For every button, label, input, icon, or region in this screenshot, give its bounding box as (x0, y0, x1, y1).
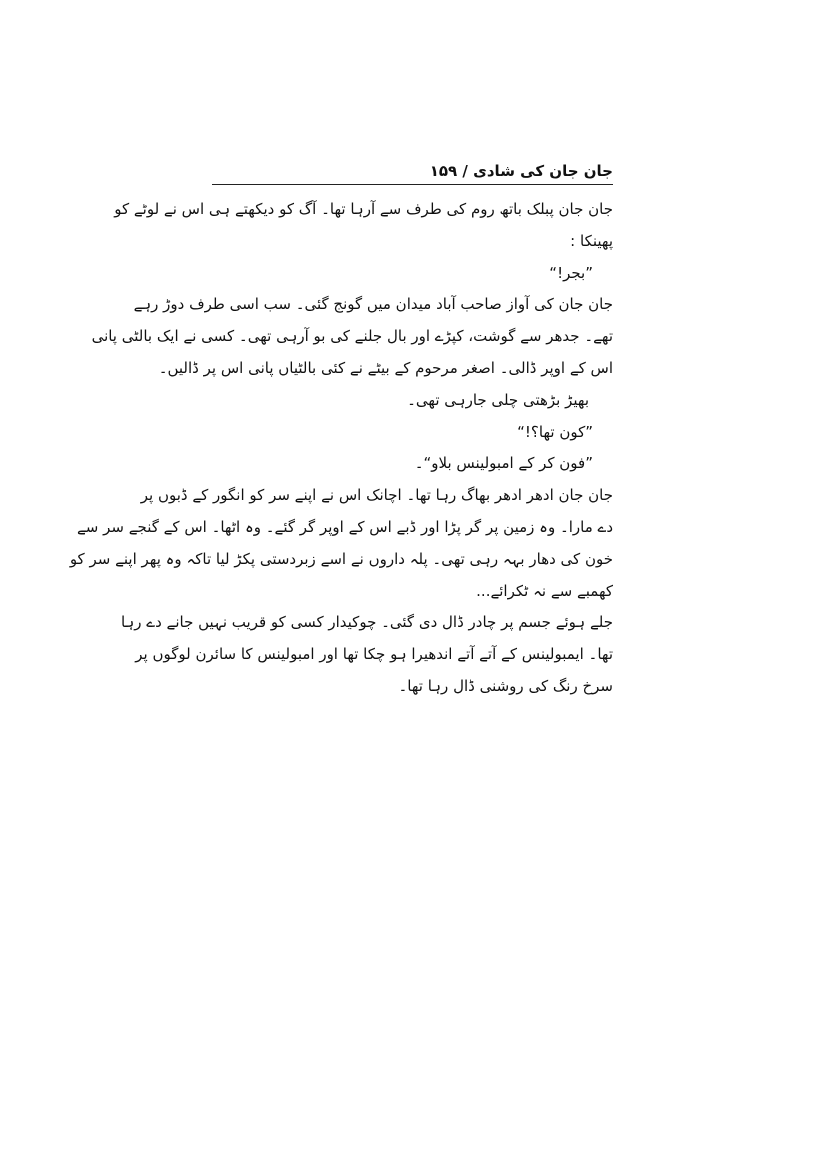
text-line: ”فون کر کے امبولینس بلاو“۔ (414, 454, 593, 473)
running-title: جان جان کی شادی / ۱۵۹ (429, 162, 613, 180)
page-header (212, 160, 613, 185)
text-line: پھینکا : (570, 231, 613, 250)
text-line: جلے ہوئے جسم پر چادر ڈال دی گئی۔ چوکیدار کسی کو قریب نہیں جانے دے رہا (120, 613, 613, 632)
body-text (69, 194, 613, 703)
text-line: تھے۔ جدھر سے گوشت، کپڑے اور بال جلنے کی بو آرہی تھی۔ کسی نے ایک بالٹی پانی (91, 327, 613, 346)
text-line: ”کون تھا؟!“ (517, 422, 593, 441)
text-line: سرخ رنگ کی روشنی ڈال رہا تھا۔ (398, 676, 613, 695)
text-line: اس کے اوپر ڈالی۔ اصغر مرحوم کے بیٹے نے کئی بالٹیاں پانی اس پر ڈالیں۔ (158, 358, 613, 377)
text-line: تھا۔ ایمبولینس کے آتے آتے اندھیرا ہو چکا تھا اور امبولینس کا سائرن لوگوں پر (135, 645, 613, 664)
text-line: بھیڑ بڑھتی چلی جارہی تھی۔ (407, 390, 589, 409)
text-line: جان جان پبلک باتھ روم کی طرف سے آرہا تھا۔ آگ کو دیکھتے ہی اس نے لوٹے کو (114, 200, 613, 218)
text-line: خون کی دھار بہہ رہی تھی۔ پلہ داروں نے اسے زبردستی پکڑ لیا تاکہ وہ پھر اپنے سر کو (69, 549, 613, 568)
text-line: ”بجر!“ (549, 263, 593, 282)
text-line: دے مارا۔ وہ زمین پر گر پڑا اور ڈبے اس کے اوپر گر گئے۔ وہ اٹھا۔ اس کے گنجے سر سے (76, 517, 613, 536)
text-line: جان جان ادھر ادھر بھاگ رہا تھا۔ اچانک اس نے اپنے سر کو انگور کے ڈبوں پر (140, 486, 613, 505)
text-line: جان جان کی آواز صاحب آباد میدان میں گونج گئی۔ سب اسی طرف دوڑ رہے (133, 295, 613, 314)
text-line: کھمبے سے نہ ٹکرائے... (476, 581, 613, 600)
